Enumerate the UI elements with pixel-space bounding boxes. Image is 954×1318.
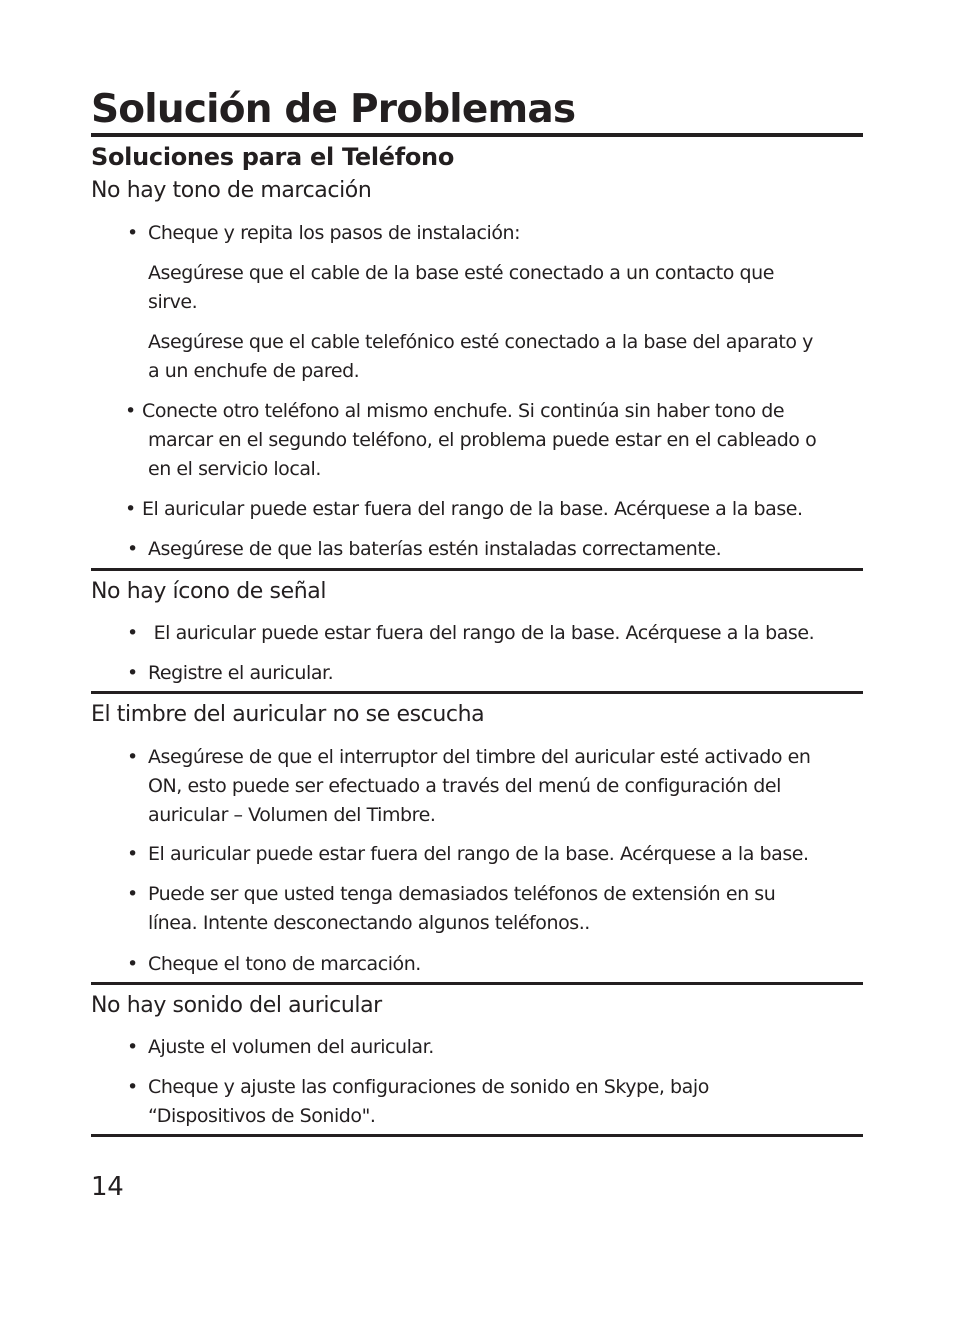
page-subtitle: Soluciones para el Teléfono [91, 143, 455, 171]
item-line: sirve. [148, 291, 198, 313]
section-heading: No hay ícono de señal [91, 579, 327, 604]
item-line: Cheque y ajuste las configuraciones de sonido en Skype, bajo [148, 1076, 709, 1098]
bullet-icon: • [127, 622, 139, 644]
section-divider [91, 1134, 863, 1137]
item-line: marcar en el segundo teléfono, el problema puede estar en el cableado o [148, 429, 817, 451]
title-divider [91, 133, 863, 137]
bullet-icon: • [127, 1076, 139, 1098]
item-line: en el servicio local. [148, 458, 321, 480]
bullet-icon: • [125, 498, 137, 520]
item-line: El auricular puede estar fuera del rango de la base. Acérquese a la base. [148, 843, 809, 865]
item-line: El auricular puede estar fuera del rango de la base. Acérquese a la base. [148, 622, 815, 644]
item-line: a un enchufe de pared. [148, 360, 360, 382]
item-line: línea. Intente desconectando algunos teléfonos.. [148, 912, 590, 934]
item-line: Cheque y repita los pasos de instalación: [148, 222, 521, 244]
bullet-icon: • [127, 662, 139, 684]
bullet-icon: • [127, 1036, 139, 1058]
section-heading: No hay tono de marcación [91, 178, 372, 203]
bullet-icon: • [127, 746, 139, 768]
item-line: Asegúrese de que las baterías estén instaladas correctamente. [148, 538, 722, 560]
section-heading: No hay sonido del auricular [91, 993, 382, 1018]
item-line: Registre el auricular. [148, 662, 334, 684]
item-line: Ajuste el volumen del auricular. [148, 1036, 434, 1058]
item-line: Asegúrese de que el interruptor del timbre del auricular esté activado en [148, 746, 811, 768]
item-line: auricular – Volumen del Timbre. [148, 804, 436, 826]
bullet-icon: • [127, 222, 139, 244]
page-number: 14 [91, 1172, 124, 1202]
item-line: Asegúrese que el cable telefónico esté conectado a la base del aparato y [148, 331, 813, 353]
item-line: Conecte otro teléfono al mismo enchufe. Si continúa sin haber tono de [142, 400, 785, 422]
item-line: Cheque el tono de marcación. [148, 953, 421, 975]
section-heading: El timbre del auricular no se escucha [91, 702, 485, 727]
item-line: Asegúrese que el cable de la base esté conectado a un contacto que [148, 262, 774, 284]
bullet-icon: • [127, 953, 139, 975]
item-line: “Dispositivos de Sonido". [148, 1105, 376, 1127]
item-line: El auricular puede estar fuera del rango de la base. Acérquese a la base. [142, 498, 803, 520]
bullet-icon: • [127, 843, 139, 865]
bullet-icon: • [127, 883, 139, 905]
item-line: Puede ser que usted tenga demasiados teléfonos de extensión en su [148, 883, 776, 905]
bullet-icon: • [125, 400, 137, 422]
section-divider [91, 982, 863, 985]
bullet-icon: • [127, 538, 139, 560]
page-title: Solución de Problemas [91, 87, 576, 132]
section-divider [91, 568, 863, 571]
section-divider [91, 691, 863, 694]
item-line: ON, esto puede ser efectuado a través del menú de configuración del [148, 775, 781, 797]
